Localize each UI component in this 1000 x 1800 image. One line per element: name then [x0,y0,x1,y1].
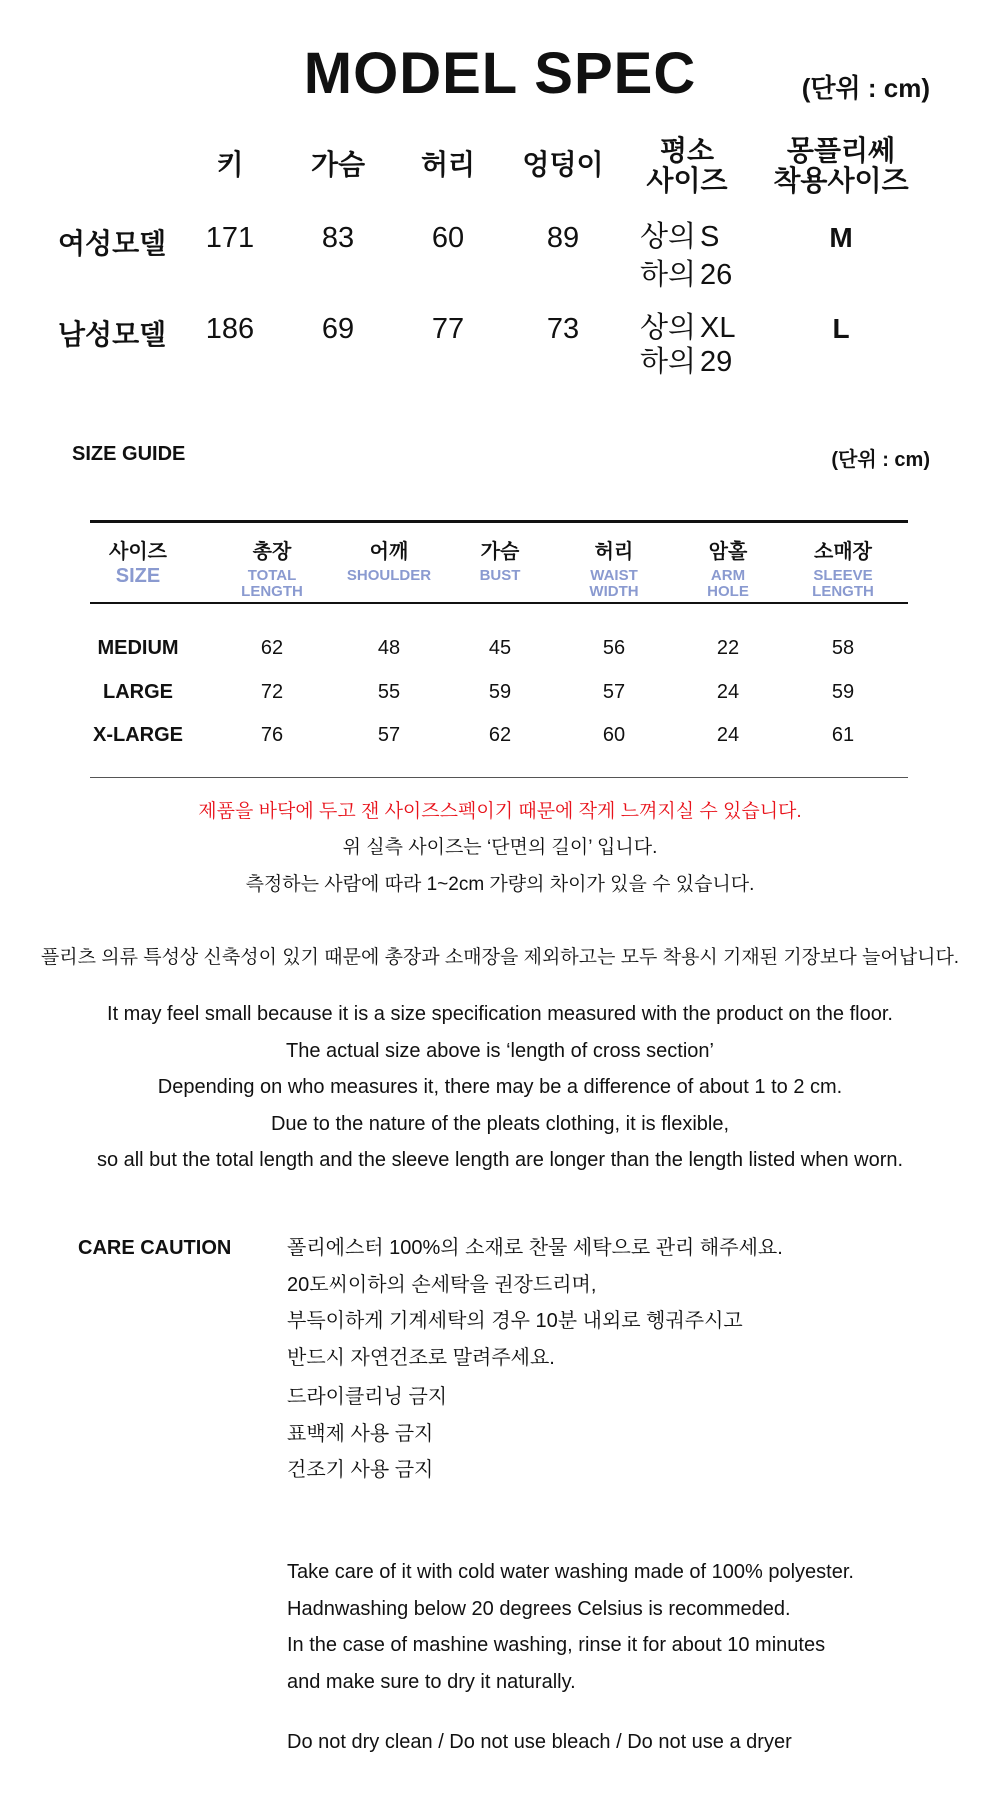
header-usual-size: 평소 사이즈 [646,135,728,196]
cell-waist: 60 [602,724,626,746]
model-waist: 60 [431,222,465,254]
col-en: SHOULDER [346,567,432,584]
col-sleeve-length [812,535,874,600]
col-en: WAIST WIDTH [589,567,639,600]
col-ko: 암홀 [708,541,748,563]
english-note-line: Depending on who measures it, there may be a difference of about 1 to 2 cm. [157,1076,843,1098]
col-waist [589,535,638,600]
care-line: 부득이하게 기계세탁의 경우 10분 내외로 헹궈주시고 [287,1310,743,1332]
care-line: and make sure to dry it naturally. [287,1670,576,1693]
col-shoulder [347,535,431,584]
col-ko: 가슴 [480,541,520,563]
col-ko: 소매장 [814,541,872,563]
top-label: 상의 [640,221,697,253]
cell-arm-hole: 24 [716,724,740,746]
col-en: TOTAL LENGTH [241,567,303,600]
col-en: BUST [479,567,521,584]
cell-bust: 59 [488,681,512,703]
cell-arm-hole: 22 [716,637,740,659]
care-prohibit-ko [287,1379,447,1489]
cell-shoulder: 55 [377,681,401,703]
size-guide-unit: (단위 : cm) [831,449,930,471]
cell-total-length: 76 [260,724,284,746]
note-cross-section: 위 실측 사이즈는 ‘단면의 길이’ 입니다. [342,837,658,858]
cell-waist: 56 [602,637,626,659]
cell-arm-hole: 24 [716,681,740,703]
table-header-rule [90,602,908,604]
top-size: XL [700,312,736,344]
care-line: 건조기 사용 금지 [287,1459,434,1481]
care-ko-block [287,1230,783,1376]
care-caution-label: CARE CAUTION [78,1237,232,1259]
header-fit-size: 몽플리쎄 착용사이즈 [773,135,909,196]
model-waist: 77 [431,313,465,345]
bottom-label: 하의 [640,259,697,291]
model-chest: 69 [321,313,355,345]
model-height: 171 [205,222,255,254]
header-chest: 가슴 [310,149,366,180]
header-hip: 엉덩이 [522,149,604,180]
col-ko: 허리 [594,541,634,563]
cell-bust: 45 [488,637,512,659]
model-usual-size [640,311,735,379]
col-en: SLEEVE LENGTH [812,567,874,600]
model-label: 남성모델 [58,319,167,350]
cell-waist: 57 [602,681,626,703]
english-note-line: so all but the total length and the sleeve length are longer than the length listed when worn. [96,1149,904,1171]
care-line: Take care of it with cold water washing made of 100% polyester. [287,1561,854,1583]
col-en: SIZE [115,565,161,587]
bottom-label: 하의 [640,346,697,378]
care-line: 드라이클리닝 금지 [287,1386,448,1408]
col-total-length [241,535,303,600]
model-hip: 89 [546,222,580,254]
cell-sleeve-length: 58 [831,637,855,659]
cell-shoulder: 48 [377,637,401,659]
col-arm-hole [707,535,749,600]
warning-note: 제품을 바닥에 두고 잰 사이즈스펙이기 때문에 작게 느껴지실 수 있습니다. [198,801,802,822]
cell-bust: 62 [488,724,512,746]
model-height: 186 [205,313,255,345]
size-guide-title: SIZE GUIDE [72,443,186,465]
model-fit-size: M [829,222,853,253]
care-line: 20도씨이하의 손세탁을 권장드리며, [287,1273,597,1296]
english-note-line: Due to the nature of the pleats clothing, it is flexible, [270,1112,730,1135]
note-pleats: 플리츠 의류 특성상 신축성이 있기 때문에 총장과 소매장을 제외하고는 모두 착용시 기재된 기장보다 늘어납니다. [40,947,960,968]
english-note-line: It may feel small because it is a size specification measured with the product on the floor. [107,1003,893,1025]
care-line: 폴리에스터 100%의 소재로 찬물 세탁으로 관리 해주세요. [287,1237,783,1259]
english-note-line: The actual size above is ‘length of cross section’ [286,1039,714,1062]
cell-shoulder: 57 [377,724,401,746]
model-chest: 83 [321,222,355,254]
model-spec-title: MODEL SPEC [303,41,697,106]
top-size: S [700,221,720,253]
header-height: 키 [216,149,244,180]
cell-total-length: 62 [260,637,284,659]
care-prohibit-en: Do not dry clean / Do not use bleach / Do not use a dryer [287,1731,792,1753]
bottom-size: 26 [700,259,733,291]
row-size: MEDIUM [97,637,179,659]
col-bust [480,535,521,584]
care-en-block [287,1554,854,1700]
care-line: Hadnwashing below 20 degrees Celsius is recommeded. [287,1597,791,1620]
care-line: In the case of mashine washing, rinse it for about 10 minutes [287,1634,826,1656]
care-line: 반드시 자연건조로 말려주세요. [287,1346,555,1369]
col-ko: 총장 [252,541,292,563]
table-top-rule [90,520,908,523]
model-hip: 73 [546,313,580,345]
col-ko: 어깨 [369,541,409,563]
col-en: ARM HOLE [707,567,749,600]
row-size: X-LARGE [93,724,183,746]
cell-total-length: 72 [260,681,284,703]
header-waist: 허리 [420,149,476,180]
row-size: LARGE [103,681,173,703]
bottom-size: 29 [700,346,733,378]
col-ko: 사이즈 [109,541,167,563]
english-notes [0,996,1000,1179]
cell-sleeve-length: 59 [831,681,855,703]
col-size [109,535,167,587]
model-fit-size: L [832,313,850,344]
note-measure-diff: 측정하는 사람에 따라 1~2cm 가량의 차이가 있을 수 있습니다. [245,874,755,895]
table-bottom-rule [90,777,908,778]
care-line: 표백제 사용 금지 [287,1422,434,1445]
cell-sleeve-length: 61 [831,724,855,746]
model-label: 여성모델 [58,228,167,259]
model-spec-unit: (단위 : cm) [801,73,930,103]
model-usual-size [640,218,732,294]
top-label: 상의 [640,312,697,344]
